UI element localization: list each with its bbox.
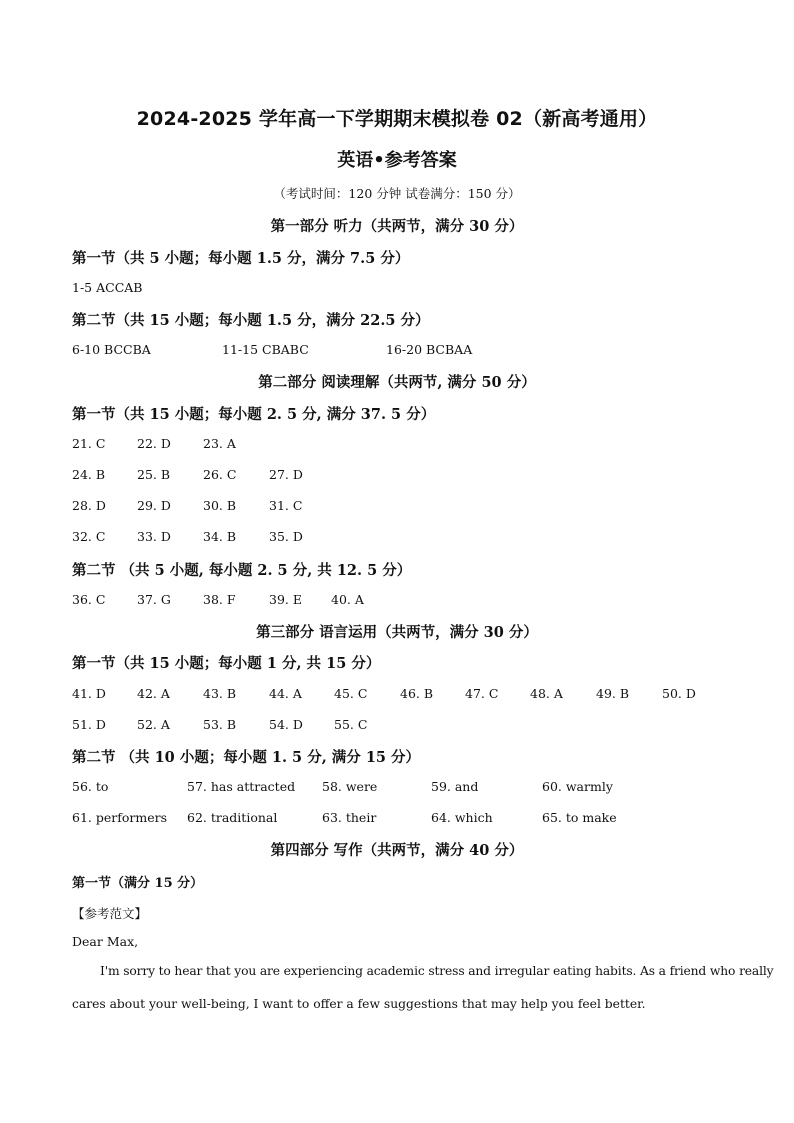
part1-sec1-answers: 1-5 ACCAB xyxy=(72,280,143,295)
answer-item: 50. D xyxy=(662,686,696,701)
answer-item: 29. D xyxy=(137,498,171,513)
answer-item: 33. D xyxy=(137,529,171,544)
part2-heading: 第二部分 阅读理解（共两节, 满分 50 分） xyxy=(258,374,536,391)
letter-greeting: Dear Max, xyxy=(72,934,139,949)
answer-item: 47. C xyxy=(465,686,499,701)
answer-item: 45. C xyxy=(334,686,368,701)
part3-sec2-heading: 第二节 （共 10 小题；每小题 1. 5 分, 满分 15 分） xyxy=(72,749,421,766)
model-essay-label: 【参考范文】 xyxy=(72,906,148,921)
answer-item: 48. A xyxy=(530,686,563,701)
answer-item: 59. and xyxy=(431,779,479,794)
letter-paragraph-line: I'm sorry to hear that you are experiencing academic stress and irregular eating habits. As a friend who really xyxy=(100,964,774,978)
answer-item: 64. which xyxy=(431,810,493,825)
answer-item: 40. A xyxy=(331,592,364,607)
part4-heading: 第四部分 写作（共两节，满分 40 分） xyxy=(270,842,524,859)
answer-group: 16-20 BCBAA xyxy=(386,342,473,357)
answer-item: 60. warmly xyxy=(542,779,613,794)
answer-item: 51. D xyxy=(72,717,106,732)
answer-item: 52. A xyxy=(137,717,170,732)
part1-sec2-heading: 第二节（共 15 小题；每小题 1.5 分，满分 22.5 分） xyxy=(72,312,430,329)
answer-item: 53. B xyxy=(203,717,237,732)
answer-item: 49. B xyxy=(596,686,630,701)
answer-item: 34. B xyxy=(203,529,237,544)
part1-heading: 第一部分 听力（共两节，满分 30 分） xyxy=(270,218,524,235)
letter-paragraph-line: cares about your well-being, I want to offer a few suggestions that may help you feel better. xyxy=(72,997,646,1011)
exam-info: （考试时间：120 分钟 试卷满分：150 分） xyxy=(273,186,521,201)
part2-sec1-heading: 第一节（共 15 小题；每小题 2. 5 分, 满分 37. 5 分） xyxy=(72,406,436,423)
answer-item: 23. A xyxy=(203,436,236,451)
answer-item: 30. B xyxy=(203,498,237,513)
part3-sec1-heading: 第一节（共 15 小题；每小题 1 分, 共 15 分） xyxy=(72,655,381,672)
answer-item: 55. C xyxy=(334,717,368,732)
answer-item: 46. B xyxy=(400,686,434,701)
answer-item: 22. D xyxy=(137,436,171,451)
answer-item: 25. B xyxy=(137,467,171,482)
answer-item: 21. C xyxy=(72,436,106,451)
answer-item: 26. C xyxy=(203,467,237,482)
answer-item: 36. C xyxy=(72,592,106,607)
answer-item: 62. traditional xyxy=(187,810,278,825)
answer-item: 37. G xyxy=(137,592,171,607)
answer-item: 32. C xyxy=(72,529,106,544)
answer-item: 28. D xyxy=(72,498,106,513)
page-subtitle: 英语•参考答案 xyxy=(337,150,457,171)
answer-item: 44. A xyxy=(269,686,302,701)
answer-item: 58. were xyxy=(322,779,378,794)
answer-item: 57. has attracted xyxy=(187,779,296,794)
answer-item: 41. D xyxy=(72,686,106,701)
answer-item: 56. to xyxy=(72,779,109,794)
answer-group: 11-15 CBABC xyxy=(222,342,309,357)
answer-item: 61. performers xyxy=(72,810,167,825)
answer-item: 42. A xyxy=(137,686,170,701)
answer-item: 65. to make xyxy=(542,810,617,825)
answer-item: 63. their xyxy=(322,810,377,825)
answer-item: 24. B xyxy=(72,467,106,482)
part1-sec1-heading: 第一节（共 5 小题；每小题 1.5 分，满分 7.5 分） xyxy=(72,250,410,267)
part4-sec1-heading: 第一节（满分 15 分） xyxy=(72,876,204,891)
answer-item: 31. C xyxy=(269,498,303,513)
answer-item: 27. D xyxy=(269,467,303,482)
part2-sec2-heading: 第二节 （共 5 小题, 每小题 2. 5 分, 共 12. 5 分） xyxy=(72,562,412,579)
answer-item: 39. E xyxy=(269,592,302,607)
page-title: 2024-2025 学年高一下学期期末模拟卷 02（新高考通用） xyxy=(136,108,658,130)
answer-item: 54. D xyxy=(269,717,303,732)
answer-item: 43. B xyxy=(203,686,237,701)
answer-item: 38. F xyxy=(203,592,236,607)
part3-heading: 第三部分 语言运用（共两节，满分 30 分） xyxy=(256,624,538,641)
answer-item: 35. D xyxy=(269,529,303,544)
answer-group: 6-10 BCCBA xyxy=(72,342,151,357)
